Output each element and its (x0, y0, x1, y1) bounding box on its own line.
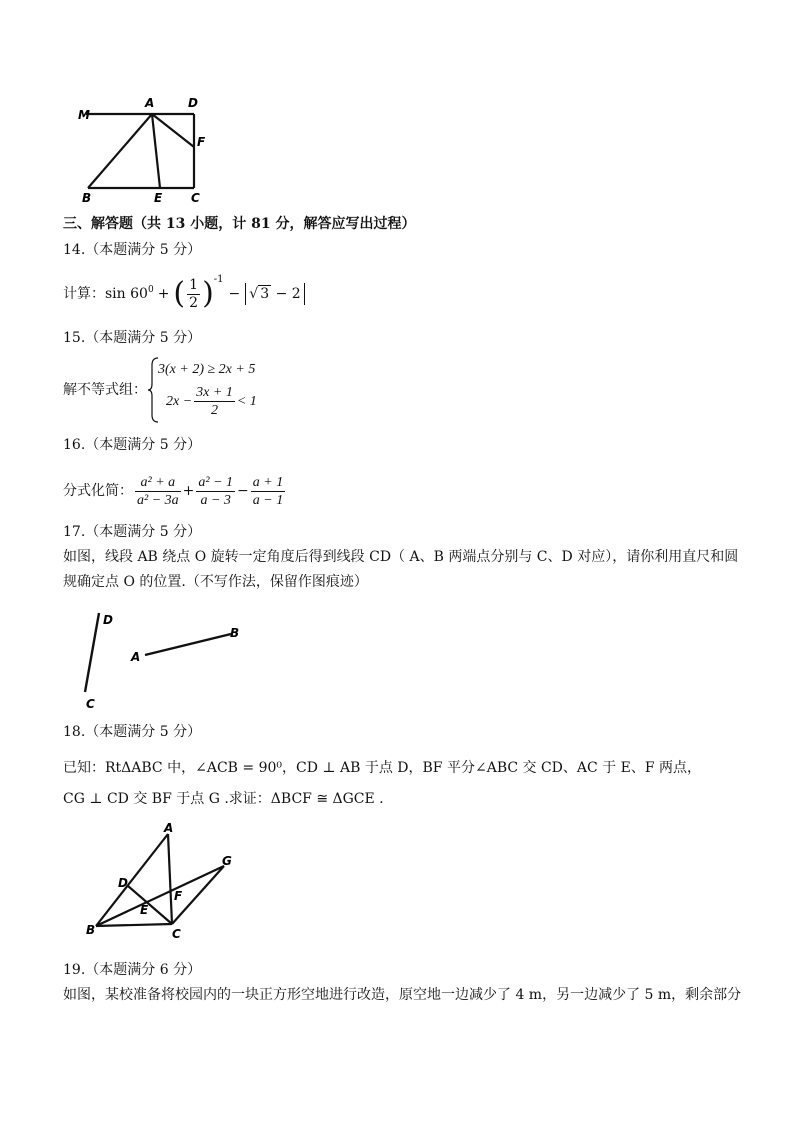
section-3-heading: 三、解答题（共 13 小题，计 81 分，解答应写出过程） (63, 216, 416, 232)
q16-expression: 分式化简： $\frac{\text{a² + a}}{\text{a² − 3a}}$ + $\frac{\text{a² − 1}}{a - 3}$ − $\frac{a + 1}{a - 1}$ (63, 474, 284, 508)
q15-inequality-1: 3(x + 2) ≥ 2x + 5 (158, 362, 256, 377)
q14-prompt: 计算： (63, 286, 105, 302)
q16-prompt: 分式化简： (63, 483, 133, 499)
fig2-label-b: B (230, 626, 240, 640)
fig3-label-g: G (222, 854, 232, 868)
segment-cd (85, 613, 99, 692)
q14-degree: 0 (147, 285, 154, 295)
fig2-label-c: C (86, 697, 95, 711)
q14-sin: sin 60 (105, 286, 148, 302)
fig3-label-b: B (86, 923, 96, 937)
q14-expression: 计算： sin 60 $^0$ + ( $\frac{1}{2}$ ) $^{-1}$ − √ 3 − 2 (63, 270, 305, 318)
q16-header: 16.（本题满分 5 分） (63, 437, 202, 453)
q14-plus: + (157, 286, 170, 302)
fig1-label-e: E (154, 191, 163, 205)
q14-minus: − (228, 286, 241, 302)
fig3-label-c: C (172, 927, 181, 940)
fig3-label-a: A (164, 821, 174, 835)
q14-header: 14.（本题满分 5 分） (63, 242, 202, 258)
fig2-label-a: A (131, 650, 141, 664)
fig3-label-d: D (118, 876, 128, 890)
fig1-label-b: B (82, 191, 92, 205)
fig3-line-bg (96, 866, 224, 926)
q14-exponent: -1 (213, 274, 224, 285)
fig1-line-af (152, 114, 194, 147)
q17-text-line-2: 规确定点 O 的位置.（不写作法，保留作图痕迹） (63, 574, 368, 590)
q19-header: 19.（本题满分 6 分） (63, 962, 202, 978)
fig1-label-a: A (145, 96, 155, 110)
q15-inequality-2: 2x − $\frac{3x + 1}{2}$ < 1 (166, 385, 257, 418)
q18-text-line-1: 已知：RtΔABC 中，∠ACB = 90⁰，CD ⊥ AB 于点 D，BF 平分∠ABC 交 CD、AC 于 E、F 两点， (63, 760, 702, 776)
q15-prompt: 解不等式组： (63, 382, 147, 398)
q18-text-line-2: CG ⊥ CD 交 BF 于点 G .求证：ΔBCF ≅ ΔGCE . (63, 791, 384, 807)
fig2-label-d: D (103, 613, 113, 627)
fig1-label-f: F (197, 135, 206, 149)
q19-text-line-1: 如图，某校准备将校园内的一块正方形空地进行改造，原空地一边减少了 4 m，另一边减少了 5 m，剩余部分 (63, 987, 742, 1003)
q14-absolute-value: √ 3 − 2 (245, 283, 304, 305)
fig3-line-ac (168, 834, 172, 924)
fig1-label-c: C (191, 191, 200, 205)
fig3-line-cd (128, 886, 172, 924)
fig1-label-m: M (78, 108, 90, 122)
figure-2-segments (75, 605, 255, 715)
fig1-label-d: D (188, 96, 198, 110)
fig3-label-f: F (174, 889, 183, 903)
q17-text-line-1: 如图，线段 AB 绕点 O 旋转一定角度后得到线段 CD（ A、B 两端点分别与 C、D 对应），请你利用直尺和圆 (63, 549, 739, 565)
segment-ab (145, 634, 231, 655)
q14-fraction: $\frac{1}{2}$ (189, 276, 199, 311)
fig3-line-bc (96, 924, 172, 926)
q17-header: 17.（本题满分 5 分） (63, 524, 202, 540)
fig1-line-ab (88, 114, 152, 188)
figure-1-geometry (70, 92, 220, 207)
q18-header: 18.（本题满分 5 分） (63, 724, 202, 740)
fig3-label-e: E (140, 903, 149, 917)
fig1-line-ae (152, 114, 160, 188)
figure-3-triangle (80, 820, 240, 940)
q15-header: 15.（本题满分 5 分） (63, 330, 202, 346)
